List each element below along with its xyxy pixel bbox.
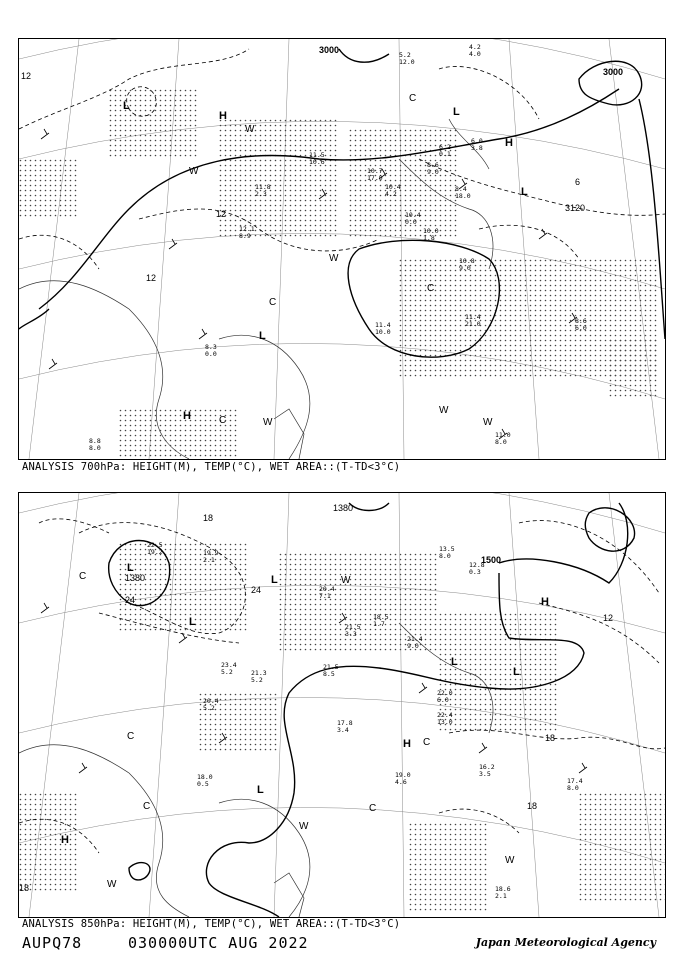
high-center: H [541, 596, 549, 608]
station-obs: 4.2 4.0 [469, 43, 481, 58]
station-obs: 18.6 2.1 [495, 885, 511, 900]
station-obs: 8.3 0.0 [205, 343, 217, 358]
station-obs: 10.8 9.0 [459, 257, 475, 272]
station-obs: 10.4 4.2 [385, 183, 401, 198]
low-center: L [513, 666, 520, 678]
station-obs: 10.4 0.0 [405, 211, 421, 226]
station-obs: 18.0 0.5 [197, 773, 213, 788]
station-obs: 22.5 19.2 [147, 541, 163, 556]
map-canvas-850hpa [19, 493, 665, 917]
panel-caption-700hpa: ANALYSIS 700hPa: HEIGHT(M), TEMP(°C), WET AREA::(T-TD<3°C) [22, 461, 401, 473]
panel-caption-850hpa: ANALYSIS 850hPa: HEIGHT(M), TEMP(°C), WET AREA::(T-TD<3°C) [22, 918, 401, 930]
station-obs: 8.6 6.0 [575, 317, 587, 332]
station-obs: 20.4 5.2 [203, 697, 219, 712]
low-center: L [521, 186, 528, 198]
warm-center: W [189, 166, 199, 177]
warm-center: W [341, 575, 351, 586]
low-center: L [451, 656, 458, 668]
map-panel-850hpa [18, 492, 666, 918]
cold-center: C [423, 737, 431, 748]
low-center: L [453, 106, 460, 118]
isotherm-label: 12 [21, 71, 32, 81]
cold-center: C [79, 571, 87, 582]
station-obs: 10.7 17.0 [367, 167, 383, 182]
station-obs: 21.3 5.2 [251, 669, 267, 684]
isotherm-label: 6 [575, 177, 581, 187]
cold-center: C [269, 297, 277, 308]
station-obs: 12.1 8.9 [239, 225, 255, 240]
isotherm-label: 18 [203, 513, 214, 523]
station-obs: 19.9 2.1 [203, 549, 219, 564]
isotherm-label: 12 [146, 273, 157, 283]
isotherm-label: 24 [125, 595, 136, 605]
low-center: L [123, 100, 130, 112]
station-obs: 11.8 2.3 [255, 183, 271, 198]
height-label-1380: 1380 [125, 573, 146, 583]
warm-center: W [505, 855, 515, 866]
height-label-1380: 1380 [333, 503, 354, 513]
warm-center: W [107, 879, 117, 890]
warm-center: W [299, 821, 309, 832]
cold-center: C [143, 801, 151, 812]
valid-time: 030000UTC AUG 2022 [128, 934, 309, 952]
station-obs: 21.5 8.5 [323, 663, 339, 678]
cold-center: C [127, 731, 135, 742]
warm-center: W [329, 253, 339, 264]
chart-code: AUPQ78 [22, 934, 83, 952]
isotherm-label: 18 [545, 733, 556, 743]
isotherm-label: 18 [19, 883, 30, 893]
station-obs: 13.5 8.0 [439, 545, 455, 560]
height-label-3000-b: 3000 [603, 67, 624, 77]
low-center: L [189, 616, 196, 628]
station-obs: 8.6 9.0 [427, 161, 439, 176]
station-obs: 10.0 1.8 [423, 227, 439, 242]
cold-center: C [219, 415, 227, 426]
station-obs: 21.4 9.0 [407, 635, 423, 650]
warm-center: W [245, 124, 255, 135]
isotherm-label: 12 [603, 613, 614, 623]
station-obs: 16.2 3.5 [479, 763, 495, 778]
station-obs: 8.8 8.0 [89, 437, 101, 452]
high-center: H [183, 410, 191, 422]
station-obs: 23.4 5.2 [221, 661, 237, 676]
station-obs: 8.4 18.0 [455, 185, 471, 200]
agency-name: Japan Meteorological Agency [475, 936, 656, 949]
station-obs: 19.0 4.6 [395, 771, 411, 786]
high-center: H [505, 137, 513, 149]
warm-center: W [483, 417, 493, 428]
cold-center: C [369, 803, 377, 814]
low-center: L [127, 562, 134, 574]
isotherm-label: 24 [251, 585, 262, 595]
isotherm-label: 12 [216, 209, 227, 219]
high-center: H [403, 738, 411, 750]
station-obs: 11.4 21.0 [465, 313, 481, 328]
cold-center: C [409, 93, 417, 104]
station-obs: 12.8 0.3 [469, 561, 485, 576]
station-obs: 18.5 1.7 [373, 613, 389, 628]
station-obs: 17.4 8.0 [567, 777, 583, 792]
station-obs: 5.2 12.0 [399, 51, 415, 66]
station-obs: 11.4 10.0 [375, 321, 391, 336]
high-center: H [61, 834, 69, 846]
isotherm-label: 18 [527, 801, 538, 811]
station-obs: 20.4 7.1 [319, 585, 335, 600]
height-label-3000-a: 3000 [319, 45, 340, 55]
height-label-3120: 3120 [565, 203, 586, 213]
warm-center: W [439, 405, 449, 416]
high-center: H [219, 110, 227, 122]
station-obs: 17.8 3.4 [337, 719, 353, 734]
station-obs: 11.5 10.6 [309, 151, 325, 166]
station-obs: 22.0 6.0 [437, 689, 453, 704]
station-obs: 6.0 3.8 [471, 137, 483, 152]
map-panel-700hpa [18, 38, 666, 460]
height-label-1500: 1500 [481, 555, 502, 565]
warm-center: W [263, 417, 273, 428]
low-center: L [271, 574, 278, 586]
wet-areas [19, 89, 659, 459]
station-obs: 21.5 3.3 [345, 623, 361, 638]
map-canvas-700hpa [19, 39, 665, 459]
station-obs: 11.0 8.0 [495, 431, 511, 446]
low-center: L [257, 784, 264, 796]
station-obs: 22.4 13.0 [437, 711, 453, 726]
station-obs: 6.2 0.1 [439, 143, 451, 158]
low-center: L [259, 330, 266, 342]
cold-center: C [427, 283, 435, 294]
